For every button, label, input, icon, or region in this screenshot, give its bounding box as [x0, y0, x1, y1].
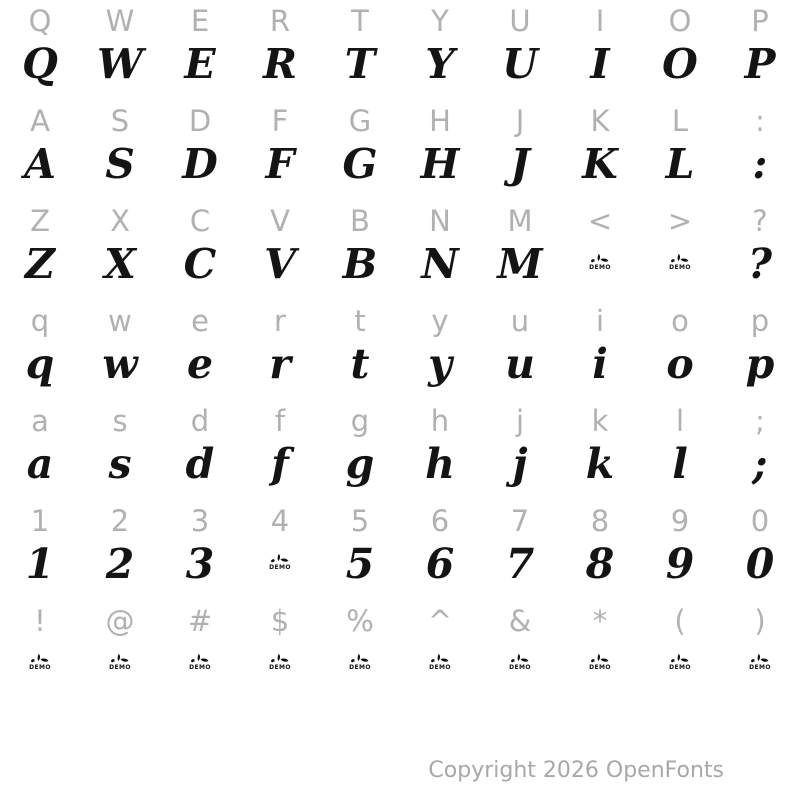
specimen-glyph: 8	[585, 539, 615, 588]
reference-char: Y	[431, 3, 449, 38]
reference-row	[0, 2, 800, 40]
specimen-glyph: G	[342, 139, 378, 188]
reference-row	[0, 402, 800, 440]
specimen-glyph: L	[665, 139, 695, 188]
reference-row	[0, 602, 800, 640]
demo-placeholder-glyph	[560, 257, 640, 271]
demo-fleuron-icon	[269, 653, 291, 671]
specimen-glyph: R	[262, 39, 298, 88]
reference-char: 9	[670, 503, 690, 538]
demo-placeholder-glyph	[720, 657, 800, 671]
reference-char: 5	[350, 503, 370, 538]
reference-char: ^	[427, 603, 453, 638]
specimen-glyph: X	[104, 239, 136, 288]
reference-char: k	[591, 403, 609, 438]
specimen-glyph-row	[0, 640, 800, 688]
specimen-glyph: ?	[747, 239, 773, 288]
demo-fleuron-icon	[269, 553, 291, 571]
reference-char: ?	[752, 203, 768, 238]
demo-label: DEMO	[589, 664, 611, 671]
reference-char: >	[667, 203, 693, 238]
demo-label: DEMO	[589, 264, 611, 271]
specimen-glyph: h	[425, 439, 455, 488]
specimen-glyph-row	[0, 140, 800, 188]
demo-label: DEMO	[669, 264, 691, 271]
reference-row	[0, 102, 800, 140]
reference-char: o	[671, 303, 689, 338]
specimen-glyph: P	[744, 39, 776, 88]
reference-char: *	[592, 603, 608, 638]
demo-label: DEMO	[749, 664, 771, 671]
demo-label: DEMO	[189, 664, 211, 671]
specimen-glyph-row	[0, 240, 800, 288]
specimen-glyph: O	[662, 39, 698, 88]
reference-char: i	[595, 303, 605, 338]
demo-label: DEMO	[29, 664, 51, 671]
reference-char: D	[188, 103, 212, 138]
reference-char: q	[30, 303, 50, 338]
reference-char: T	[351, 3, 369, 38]
specimen-glyph: l	[672, 439, 688, 488]
reference-char: t	[354, 303, 366, 338]
specimen-glyph: W	[96, 39, 144, 88]
demo-fleuron-icon	[429, 653, 451, 671]
reference-char: 8	[590, 503, 610, 538]
specimen-glyph: j	[512, 439, 528, 488]
specimen-glyph: s	[108, 439, 132, 488]
specimen-glyph: D	[182, 139, 218, 188]
reference-char: (	[674, 603, 686, 638]
reference-char: W	[105, 3, 135, 38]
specimen-glyph: Y	[425, 39, 455, 88]
specimen-glyph: t	[350, 339, 370, 388]
reference-char: &	[508, 603, 532, 638]
specimen-glyph: U	[502, 39, 538, 88]
specimen-glyph: J	[510, 139, 530, 188]
reference-char: @	[105, 603, 135, 638]
specimen-glyph: 3	[185, 539, 215, 588]
reference-char: $	[270, 603, 290, 638]
specimen-glyph: :	[752, 139, 768, 188]
specimen-glyph: K	[582, 139, 618, 188]
specimen-glyph: T	[344, 39, 376, 88]
specimen-glyph: y	[428, 339, 452, 388]
reference-char: :	[755, 103, 765, 138]
specimen-glyph: V	[264, 239, 296, 288]
reference-char: Q	[28, 3, 52, 38]
specimen-glyph: q	[25, 339, 55, 388]
specimen-glyph: d	[185, 439, 215, 488]
specimen-glyph: g	[345, 439, 375, 488]
demo-fleuron-icon	[589, 653, 611, 671]
specimen-glyph: 0	[745, 539, 775, 588]
reference-char: a	[31, 403, 49, 438]
reference-char: g	[350, 403, 370, 438]
specimen-row-4	[0, 302, 800, 402]
specimen-glyph: Q	[22, 39, 58, 88]
demo-placeholder-glyph	[240, 657, 320, 671]
reference-char: I	[595, 3, 605, 38]
specimen-glyph-row	[0, 440, 800, 488]
demo-fleuron-icon	[749, 653, 771, 671]
reference-char: O	[668, 3, 692, 38]
specimen-glyph: e	[186, 339, 214, 388]
reference-char: K	[590, 103, 610, 138]
reference-char: R	[269, 3, 291, 38]
reference-row	[0, 202, 800, 240]
demo-fleuron-icon	[189, 653, 211, 671]
specimen-row-6	[0, 502, 800, 602]
reference-char: #	[187, 603, 213, 638]
reference-char: A	[30, 103, 50, 138]
demo-fleuron-icon	[509, 653, 531, 671]
reference-char: 0	[750, 503, 770, 538]
demo-placeholder-glyph	[640, 657, 720, 671]
demo-placeholder-glyph	[480, 657, 560, 671]
specimen-glyph-row	[0, 340, 800, 388]
demo-placeholder-glyph	[0, 657, 80, 671]
reference-char: 2	[110, 503, 130, 538]
reference-char: C	[189, 203, 211, 238]
demo-placeholder-glyph	[560, 657, 640, 671]
specimen-glyph: u	[505, 339, 535, 388]
reference-char: M	[507, 203, 533, 238]
demo-fleuron-icon	[589, 253, 611, 271]
specimen-row-3	[0, 202, 800, 302]
reference-char: H	[429, 103, 451, 138]
reference-char: r	[274, 303, 286, 338]
reference-char: !	[34, 603, 46, 638]
specimen-row-5	[0, 402, 800, 502]
specimen-glyph: C	[183, 239, 217, 288]
specimen-glyph: I	[590, 39, 610, 88]
demo-placeholder-glyph	[80, 657, 160, 671]
specimen-glyph: Z	[25, 239, 55, 288]
reference-char: J	[515, 103, 525, 138]
demo-label: DEMO	[269, 564, 291, 571]
demo-label: DEMO	[349, 664, 371, 671]
reference-char: B	[350, 203, 370, 238]
specimen-glyph: E	[184, 39, 216, 88]
reference-char: N	[429, 203, 451, 238]
reference-char: <	[587, 203, 613, 238]
reference-char: V	[270, 203, 290, 238]
demo-fleuron-icon	[109, 653, 131, 671]
reference-char: ;	[755, 403, 765, 438]
reference-char: h	[430, 403, 450, 438]
reference-char: Z	[30, 203, 50, 238]
specimen-glyph: o	[666, 339, 694, 388]
specimen-glyph: 5	[345, 539, 375, 588]
specimen-glyph: 7	[505, 539, 535, 588]
specimen-glyph: A	[24, 139, 56, 188]
specimen-row-2	[0, 102, 800, 202]
reference-char: F	[271, 103, 289, 138]
specimen-glyph: F	[265, 139, 295, 188]
reference-char: w	[108, 303, 132, 338]
specimen-glyph: M	[497, 239, 543, 288]
reference-char: S	[110, 103, 130, 138]
specimen-glyph: p	[745, 339, 775, 388]
reference-char: 7	[510, 503, 530, 538]
reference-char: d	[190, 403, 210, 438]
specimen-glyph: 1	[25, 539, 55, 588]
specimen-glyph: f	[271, 439, 289, 488]
reference-char: )	[754, 603, 766, 638]
specimen-glyph: 9	[665, 539, 695, 588]
reference-char: U	[509, 3, 531, 38]
reference-char: 3	[190, 503, 210, 538]
demo-placeholder-glyph	[640, 257, 720, 271]
specimen-glyph: 6	[425, 539, 455, 588]
specimen-glyph: H	[420, 139, 460, 188]
specimen-row-1	[0, 2, 800, 102]
demo-label: DEMO	[669, 664, 691, 671]
reference-char: l	[675, 403, 685, 438]
demo-fleuron-icon	[669, 653, 691, 671]
demo-placeholder-glyph	[400, 657, 480, 671]
demo-placeholder-glyph	[240, 557, 320, 571]
reference-char: s	[112, 403, 128, 438]
reference-char: E	[190, 3, 210, 38]
reference-char: p	[750, 303, 770, 338]
reference-char: y	[431, 303, 449, 338]
specimen-glyph-row	[0, 40, 800, 88]
specimen-glyph: a	[26, 439, 54, 488]
reference-char: L	[671, 103, 689, 138]
specimen-glyph: ;	[752, 439, 768, 488]
specimen-row-7	[0, 602, 800, 702]
reference-char: j	[515, 403, 525, 438]
reference-char: %	[346, 603, 374, 638]
demo-label: DEMO	[269, 664, 291, 671]
specimen-glyph-row	[0, 540, 800, 588]
specimen-glyph: 2	[105, 539, 135, 588]
reference-char: G	[348, 103, 372, 138]
reference-char: 4	[270, 503, 290, 538]
reference-char: 1	[30, 503, 50, 538]
reference-char: P	[751, 3, 769, 38]
specimen-glyph: S	[105, 139, 135, 188]
specimen-glyph: r	[269, 339, 291, 388]
demo-fleuron-icon	[349, 653, 371, 671]
reference-char: X	[110, 203, 130, 238]
demo-fleuron-icon	[669, 253, 691, 271]
reference-char: e	[191, 303, 209, 338]
reference-row	[0, 302, 800, 340]
demo-placeholder-glyph	[160, 657, 240, 671]
demo-label: DEMO	[109, 664, 131, 671]
reference-char: 6	[430, 503, 450, 538]
glyph-grid	[0, 2, 800, 702]
specimen-glyph: B	[342, 239, 378, 288]
demo-label: DEMO	[429, 664, 451, 671]
demo-fleuron-icon	[29, 653, 51, 671]
demo-placeholder-glyph	[320, 657, 400, 671]
reference-char: f	[274, 403, 286, 438]
demo-label: DEMO	[509, 664, 531, 671]
specimen-glyph: N	[421, 239, 459, 288]
specimen-glyph: i	[592, 339, 608, 388]
specimen-glyph: k	[585, 439, 615, 488]
reference-char: u	[510, 303, 530, 338]
reference-row	[0, 502, 800, 540]
copyright-text: Copyright 2026 OpenFonts	[428, 758, 724, 783]
specimen-glyph: w	[102, 339, 138, 388]
